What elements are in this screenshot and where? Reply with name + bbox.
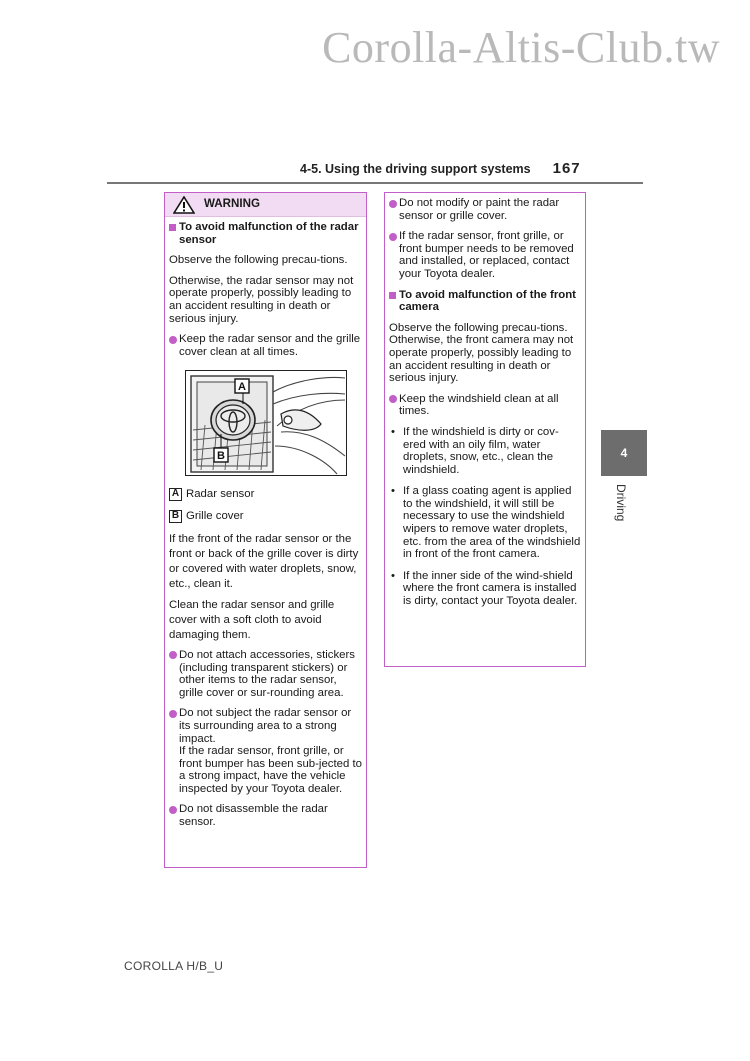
paragraph: Otherwise, the front camera may not operate properly, possibly leading to an accident resulting in death or serious injury. xyxy=(389,334,574,385)
warning-header xyxy=(165,193,366,217)
bullet-text xyxy=(179,707,362,795)
legend-mark-a: A xyxy=(169,488,182,501)
page-header xyxy=(300,160,581,177)
radar-sensor-illustration xyxy=(185,370,347,476)
paragraph: Observe the following precau-tions. xyxy=(169,254,348,267)
watermark: Corolla-Altis-Club.tw xyxy=(322,23,720,72)
bullet-item xyxy=(389,393,581,418)
bullet-dot-icon xyxy=(389,395,397,403)
figure-label-b: B xyxy=(217,450,225,463)
paragraph: Clean the radar sensor and grille cover with a soft cloth to avoid damaging them. xyxy=(169,598,335,641)
bullet-dot-icon xyxy=(389,200,397,208)
section-title: 4-5. Using the driving support systems xyxy=(300,162,531,176)
bullet-dot-icon xyxy=(169,336,177,344)
footer-model-code: COROLLA H/B_U xyxy=(124,959,224,973)
bullet-text: If the radar sensor, front grille, or front bumper needs to be removed and installed, or replaced, contact your Toyota dealer. xyxy=(399,230,574,280)
bullet-text: Do not modify or paint the radar sensor or grille cover. xyxy=(399,197,560,222)
bullet-text-line: If the radar sensor, front grille, or front bumper has been sub-jected to a strong impact, have the vehicle inspected by your Toyota dealer. xyxy=(179,745,362,795)
sub-bullet-item xyxy=(389,570,581,608)
bullet-dot-icon xyxy=(169,806,177,814)
bullet-item xyxy=(169,803,362,828)
legend-mark-b: B xyxy=(169,510,182,523)
subheading-radar xyxy=(169,221,362,246)
bullet-item xyxy=(389,197,581,222)
bullet-item xyxy=(169,333,362,358)
bullet-text: Keep the radar sensor and the grille cover clean at all times. xyxy=(179,333,361,358)
bullet-text: Do not attach accessories, stickers (including transparent stickers) or other items to the radar sensor, grille cover or sur-rounding area. xyxy=(179,648,355,699)
sub-bullet-mark: • xyxy=(391,569,395,582)
bullet-text: Do not disassemble the radar sensor. xyxy=(179,803,328,829)
warning-box-right xyxy=(384,192,586,667)
bullet-item xyxy=(169,707,362,795)
header-rule xyxy=(107,182,643,184)
sub-bullet-text: If the windshield is dirty or cov-ered with an oily film, water droplets, snow, etc., clean the windshield. xyxy=(403,425,559,476)
chapter-label: Driving xyxy=(614,484,628,522)
bullet-text: Keep the windshield clean at all times. xyxy=(399,392,559,418)
legend-text-a: Radar sensor xyxy=(186,488,255,501)
sub-bullet-mark: • xyxy=(391,425,395,438)
sub-bullet-item xyxy=(389,485,581,561)
subheading-camera xyxy=(389,289,581,314)
paragraph: Otherwise, the radar sensor may not operate properly, possibly leading to an accident resulting in death or serious injury. xyxy=(169,274,354,325)
square-bullet-icon xyxy=(389,292,396,299)
subheading-text: To avoid malfunction of the radar sensor xyxy=(179,221,359,246)
warning-triangle-icon xyxy=(173,196,195,214)
page-number: 167 xyxy=(552,160,581,177)
sub-bullet-text: If a glass coating agent is applied to the windshield, it will still be necessary to use the windshield wipers to remove water droplets, etc. from the area of the windshield in front of the front camera. xyxy=(403,485,581,561)
chapter-tab[interactable]: 4 xyxy=(601,430,647,476)
legend-item-b xyxy=(169,510,362,523)
legend-item-a xyxy=(169,488,362,501)
legend-text-b: Grille cover xyxy=(186,510,244,523)
paragraph: If the front of the radar sensor or the front or back of the grille cover is dirty or covered with water droplets, snow, etc., clean it. xyxy=(169,532,359,590)
bullet-item xyxy=(169,649,362,699)
warning-box-left xyxy=(164,192,367,868)
subheading-text: To avoid malfunction of the front camera xyxy=(399,288,576,314)
square-bullet-icon xyxy=(169,224,176,231)
bullet-dot-icon xyxy=(389,233,397,241)
bullet-dot-icon xyxy=(169,710,177,718)
paragraph: Observe the following precau-tions. xyxy=(389,321,568,334)
figure-label-a: A xyxy=(238,381,246,394)
bullet-text-line: Do not subject the radar sensor or its surrounding area to a strong impact. xyxy=(179,707,352,745)
bullet-item xyxy=(389,230,581,280)
sub-bullet-item xyxy=(389,426,581,476)
sub-bullet-mark: • xyxy=(391,485,395,498)
sub-bullet-text: If the inner side of the wind-shield where the front camera is installed is dirty, contact your Toyota dealer. xyxy=(403,569,578,608)
bullet-dot-icon xyxy=(169,651,177,659)
warning-title: WARNING xyxy=(204,197,261,211)
